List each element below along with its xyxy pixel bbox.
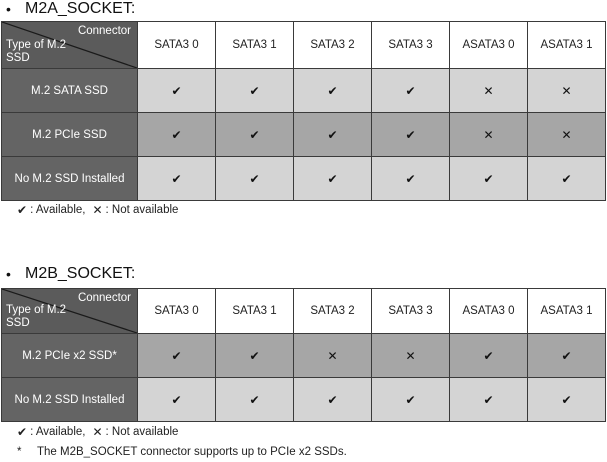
table-cell	[450, 113, 528, 157]
table-cell	[528, 378, 606, 422]
corner-connector-label: Connector	[77, 25, 131, 37]
corner-type-label: Type of M.2 SSD	[6, 39, 67, 64]
column-header: SATA3 1	[216, 22, 294, 69]
cross-icon: ✕	[561, 83, 572, 98]
column-header: SATA3 0	[138, 22, 216, 69]
section-title-m2b	[6, 265, 135, 283]
table-cell	[294, 334, 372, 378]
corner-connector-label: Connector	[77, 292, 131, 304]
table-cell	[372, 113, 450, 157]
checkmark-icon: ✔	[17, 425, 28, 439]
checkmark-icon: ✔	[405, 127, 416, 142]
column-header: ASATA3 1	[528, 22, 606, 69]
bullet: •	[6, 266, 11, 282]
table-cell	[294, 113, 372, 157]
checkmark-icon: ✔	[171, 392, 182, 407]
bullet: •	[6, 1, 11, 17]
table-header-row	[2, 22, 606, 69]
column-header: ASATA3 0	[450, 289, 528, 334]
section-title-m2a	[6, 0, 135, 18]
checkmark-icon: ✔	[171, 171, 182, 186]
table-cell	[528, 69, 606, 113]
column-header: SATA3 2	[294, 289, 372, 334]
legend-available-text: : Available,	[30, 426, 86, 438]
footnote-star: *	[17, 446, 22, 458]
footnote	[17, 446, 347, 458]
table-row	[2, 334, 606, 378]
table-cell	[372, 334, 450, 378]
legend-not-available-text: : Not available	[105, 426, 179, 438]
table-row	[2, 69, 606, 113]
table-cell	[138, 157, 216, 201]
checkmark-icon: ✔	[327, 392, 338, 407]
cross-icon: ✕	[561, 127, 572, 142]
checkmark-icon: ✔	[327, 83, 338, 98]
column-header: SATA3 2	[294, 22, 372, 69]
row-header: No M.2 SSD Installed	[2, 378, 138, 422]
column-header: ASATA3 0	[450, 22, 528, 69]
table-row	[2, 378, 606, 422]
cross-icon: ✕	[405, 348, 416, 363]
checkmark-icon: ✔	[327, 127, 338, 142]
checkmark-icon: ✔	[249, 171, 260, 186]
checkmark-icon: ✔	[171, 348, 182, 363]
checkmark-icon: ✔	[405, 392, 416, 407]
table-cell	[450, 334, 528, 378]
cross-icon: ✕	[327, 348, 338, 363]
table-cell	[372, 378, 450, 422]
table-row	[2, 157, 606, 201]
table-cell	[216, 334, 294, 378]
checkmark-icon: ✔	[249, 348, 260, 363]
row-header: M.2 PCIe x2 SSD*	[2, 334, 138, 378]
checkmark-icon: ✔	[17, 203, 28, 217]
cross-icon: ✕	[92, 425, 103, 439]
table-cell	[528, 113, 606, 157]
checkmark-icon: ✔	[171, 83, 182, 98]
checkmark-icon: ✔	[561, 171, 572, 186]
legend-m2b	[17, 425, 178, 439]
m2a-compat-table	[1, 21, 606, 201]
column-header: SATA3 0	[138, 289, 216, 334]
checkmark-icon: ✔	[249, 392, 260, 407]
table-cell	[450, 157, 528, 201]
m2b-compat-table	[1, 288, 606, 422]
table-cell	[216, 113, 294, 157]
section-title-text: M2A_SOCKET:	[25, 0, 136, 17]
table-cell	[138, 378, 216, 422]
cross-icon: ✕	[92, 203, 103, 217]
table-cell	[294, 69, 372, 113]
checkmark-icon: ✔	[483, 392, 494, 407]
table-cell	[372, 69, 450, 113]
table-cell	[216, 378, 294, 422]
corner-type-label: Type of M.2 SSD	[6, 304, 67, 329]
table-cell	[528, 157, 606, 201]
table-cell	[294, 378, 372, 422]
legend-available-text: : Available,	[30, 204, 86, 216]
table-row	[2, 113, 606, 157]
checkmark-icon: ✔	[483, 171, 494, 186]
table-corner-header	[2, 22, 138, 69]
checkmark-icon: ✔	[483, 348, 494, 363]
cross-icon: ✕	[483, 127, 494, 142]
table-cell	[138, 113, 216, 157]
legend-not-available-text: : Not available	[105, 204, 179, 216]
row-header: M.2 PCIe SSD	[2, 113, 138, 157]
table-cell	[138, 69, 216, 113]
cross-icon: ✕	[483, 83, 494, 98]
table-cell	[372, 157, 450, 201]
column-header: ASATA3 1	[528, 289, 606, 334]
table-cell	[450, 378, 528, 422]
table-cell	[216, 157, 294, 201]
checkmark-icon: ✔	[171, 127, 182, 142]
table-cell	[294, 157, 372, 201]
table-cell	[216, 69, 294, 113]
row-header: M.2 SATA SSD	[2, 69, 138, 113]
checkmark-icon: ✔	[249, 83, 260, 98]
row-header: No M.2 SSD Installed	[2, 157, 138, 201]
table-corner-header	[2, 289, 138, 334]
table-cell	[138, 334, 216, 378]
table-cell	[450, 69, 528, 113]
column-header: SATA3 1	[216, 289, 294, 334]
checkmark-icon: ✔	[561, 392, 572, 407]
column-header: SATA3 3	[372, 22, 450, 69]
column-header: SATA3 3	[372, 289, 450, 334]
section-title-text: M2B_SOCKET:	[25, 265, 136, 282]
checkmark-icon: ✔	[249, 127, 260, 142]
checkmark-icon: ✔	[327, 171, 338, 186]
table-cell	[528, 334, 606, 378]
checkmark-icon: ✔	[405, 83, 416, 98]
table-header-row	[2, 289, 606, 334]
legend-m2a	[17, 203, 178, 217]
checkmark-icon: ✔	[405, 171, 416, 186]
footnote-text: The M2B_SOCKET connector supports up to PCIe x2 SSDs.	[37, 446, 347, 458]
checkmark-icon: ✔	[561, 348, 572, 363]
